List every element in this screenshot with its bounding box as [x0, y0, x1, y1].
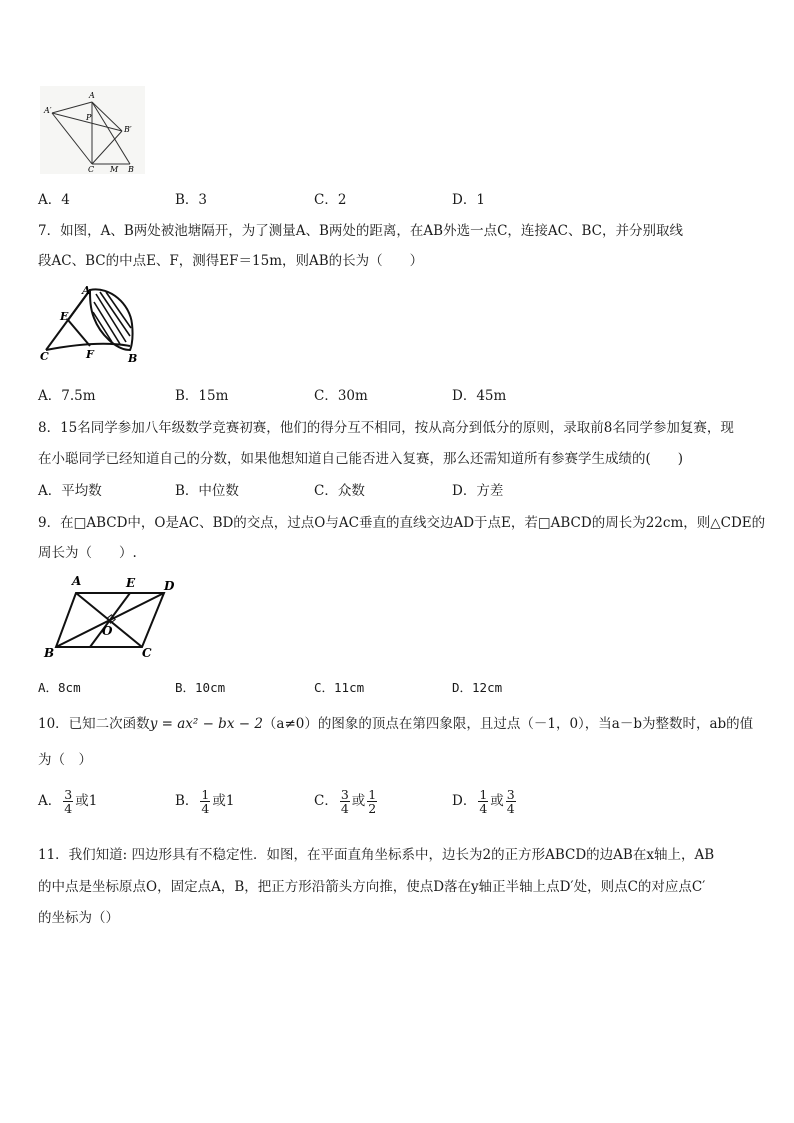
fig7-label-c: C	[40, 350, 49, 363]
q10-option-a-letter: A．	[38, 793, 62, 809]
fig9-label-b: B	[44, 646, 55, 660]
q8-option-d: D．方差	[452, 483, 504, 499]
fraction-denominator: 4	[479, 801, 488, 816]
q9-option-c: C．11cm	[314, 680, 365, 695]
q10-option-c-letter: C．	[314, 793, 338, 809]
q10-option-a-fraction	[63, 788, 73, 815]
q10-option-b	[175, 788, 234, 815]
q10-option-c	[314, 788, 379, 815]
q10-option-a-tail: 1	[88, 793, 98, 809]
q9-stem-line1: 9．在□ABCD中，O是AC、BD的交点，过点O与AC垂直的直线交边AD于点E，若□ABCD的周长为22cm，则△CDE的	[38, 515, 766, 531]
q8-option-a: A．平均数	[38, 483, 102, 499]
q9-option-d: D．12cm	[452, 680, 503, 695]
fig9-label-a: A	[72, 574, 82, 588]
q8-stem-line1: 8．15名同学参加八年级数学竞赛初赛，他们的得分互不相同，按从高分到低分的原则，录取前8名同学参加复赛，现	[38, 420, 734, 436]
q10-option-b-tail: 1	[225, 793, 235, 809]
q7-stem-line1: 7．如图，A、B两处被池塘隔开，为了测量A、B两处的距离，在AB外选一点C，连接AC、BC，并分别取线	[38, 223, 684, 239]
fraction-denominator: 4	[64, 801, 73, 816]
q9-option-b: B．10cm	[175, 680, 226, 695]
q7-stem-line2: 段AC、BC的中点E、F，测得EF＝15m，则AB的长为（ ）	[38, 253, 424, 269]
q7-option-a: A．7.5m	[38, 388, 96, 404]
q6-option-a: A．4	[38, 192, 70, 208]
q10-formula: y = ax² − bx − 2	[149, 716, 263, 732]
q6-option-c: C．2	[314, 192, 347, 208]
q8-option-b: B．中位数	[175, 483, 239, 499]
q10-option-a	[38, 788, 97, 815]
fig9-label-e: E	[126, 576, 136, 590]
fig6-label-b: B	[128, 165, 134, 174]
fraction-numerator: 1	[368, 787, 377, 802]
q11-stem-line3: 的坐标为（）	[38, 910, 119, 926]
figure-q7	[38, 284, 146, 364]
fig9-label-o: O	[102, 624, 113, 638]
fig6-label-p: P	[86, 113, 92, 122]
fraction-denominator: 2	[368, 801, 377, 816]
q10-option-b-fraction	[200, 788, 210, 815]
figure-q6	[40, 86, 145, 174]
fraction-denominator: 4	[506, 801, 515, 816]
fig9-label-d: D	[164, 579, 175, 593]
q8-option-c: C．众数	[314, 483, 365, 499]
q11-stem-line2: 的中点是坐标原点O，固定点A，B，把正方形沿箭头方向推，使点D落在y轴正半轴上点D′处，则点C的对应点C′	[38, 879, 706, 895]
q6-option-b: B．3	[175, 192, 208, 208]
fraction-numerator: 1	[201, 787, 210, 802]
fig6-label-a: A	[89, 91, 95, 100]
fraction-numerator: 3	[64, 787, 73, 802]
q11-stem-line1: 11．我们知道: 四边形具有不稳定性．如图，在平面直角坐标系中，边长为2的正方形ABCD的边AB在x轴上，AB	[38, 847, 715, 863]
q10-option-d-letter: D．	[452, 793, 477, 809]
q10-option-b-or: 或	[212, 793, 226, 809]
figure-q9	[42, 573, 182, 661]
q8-stem-line2: 在小聪同学已经知道自己的分数，如果他想知道自己能否进入复赛，那么还需知道所有参赛学生成绩的( )	[38, 451, 684, 467]
fraction-denominator: 4	[340, 801, 349, 816]
q10-stem-prefix: 10．已知二次函数	[38, 716, 150, 732]
q9-option-a: A．8cm	[38, 680, 81, 695]
q6-option-d: D．1	[452, 192, 485, 208]
q10-option-d-fraction-2	[506, 788, 516, 815]
q7-option-b: B．15m	[175, 388, 229, 404]
fig9-label-c: C	[142, 646, 152, 660]
q10-stem-line1	[38, 712, 753, 732]
q10-stem-line2: 为（ ）	[38, 752, 92, 768]
fig7-label-b: B	[128, 352, 138, 364]
q10-option-d-or: 或	[490, 793, 504, 809]
q10-stem-suffix: （a≠0）的图象的顶点在第四象限，且过点（－1，0），当a－b为整数时，ab的值	[262, 716, 754, 732]
fraction-denominator: 4	[201, 801, 210, 816]
fraction-numerator: 3	[506, 787, 515, 802]
q7-option-d: D．45m	[452, 388, 507, 404]
fig7-label-e: E	[60, 310, 69, 323]
q10-option-a-or: 或	[75, 793, 89, 809]
q10-option-c-fraction-1	[340, 788, 350, 815]
fig7-label-a: A	[82, 284, 91, 297]
fig6-label-c: C	[88, 165, 95, 174]
fraction-numerator: 1	[479, 787, 488, 802]
fraction-numerator: 3	[340, 787, 349, 802]
fig7-label-f: F	[86, 348, 94, 361]
q10-option-c-or: 或	[351, 793, 366, 809]
q10-option-d	[452, 788, 518, 815]
q10-option-d-fraction-1	[478, 788, 488, 815]
q9-stem-line2: 周长为（ ）.	[38, 545, 137, 561]
q10-option-c-fraction-2	[367, 788, 377, 815]
q10-option-b-letter: B．	[175, 793, 199, 809]
fig6-label-a-prime: A′	[44, 106, 52, 115]
q7-option-c: C．30m	[314, 388, 368, 404]
fig6-label-b-prime: B′	[124, 125, 132, 134]
fig6-label-m: M	[110, 165, 119, 174]
